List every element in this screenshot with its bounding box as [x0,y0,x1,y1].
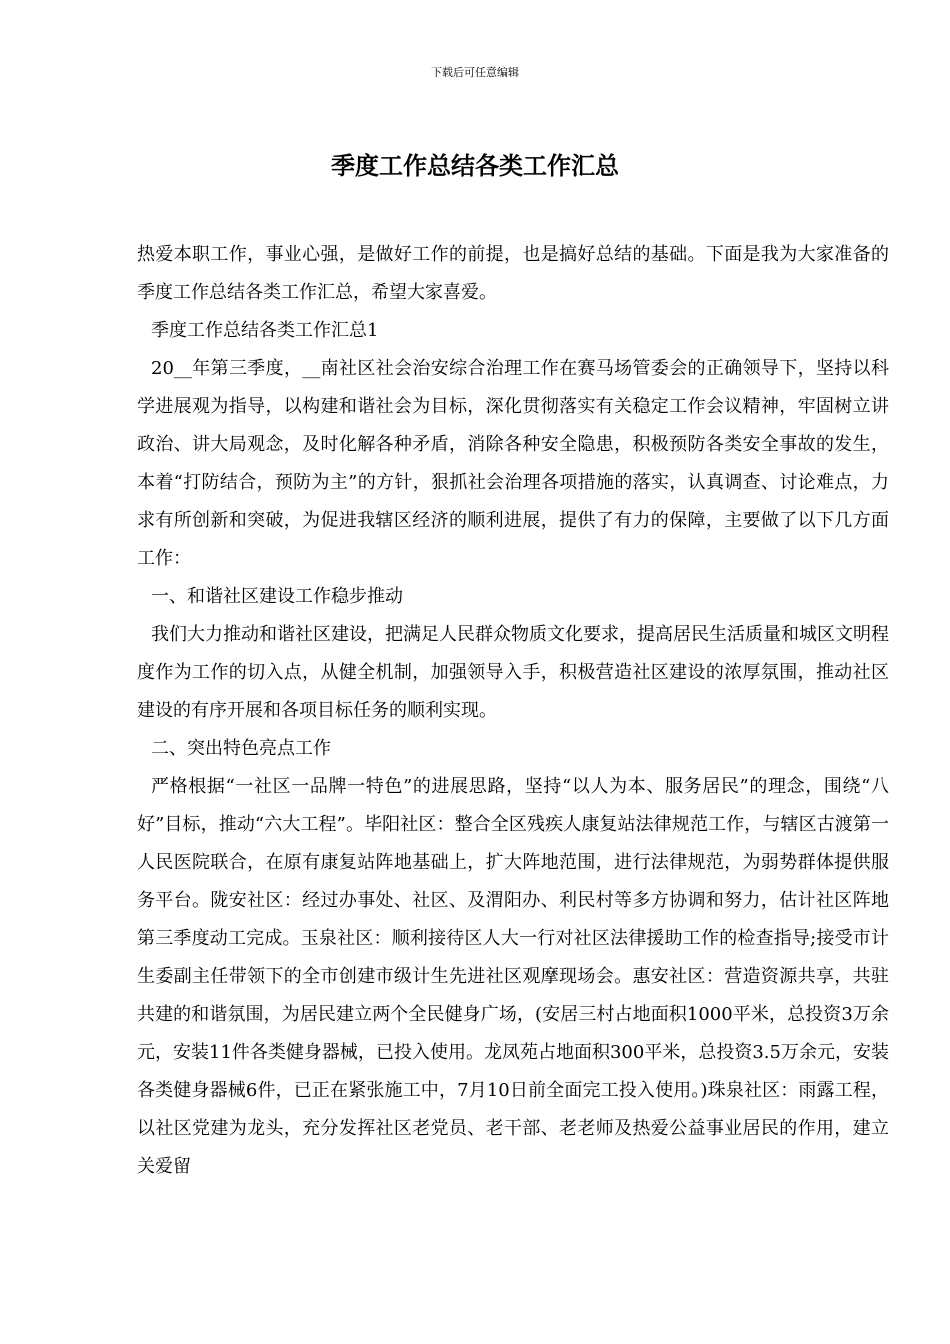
paragraph: 20__年第三季度，__南社区社会治安综合治理工作在赛马场管委会的正确领导下，坚持以科学进展观为指导，以构建和谐社会为目标，深化贯彻落实有关稳定工作会议精神，牢固树立讲政治、讲大局观念，及时化解各种矛盾，消除各种安全隐患，积极预防各类安全事故的发生，本着“打防结合，预防为主”的方针，狠抓社会治理各项措施的落实，认真调查、讨论难点，力求有所创新和突破，为促进我辖区经济的顺利进展，提供了有力的保障，主要做了以下几方面工作： [137,358,889,569]
paragraph: 我们大力推动和谐社区建设，把满足人民群众物质文化要求，提高居民生活质量和城区文明程度作为工作的切入点，从健全机制，加强领导入手，积极营造社区建设的浓厚氛围，推动社区建设的有序开展和各项目标任务的顺利实现。 [137,624,889,721]
document-body [137,236,889,1186]
section-heading: 二、突出特色亮点工作 [151,738,331,759]
paragraph: 热爱本职工作，事业心强，是做好工作的前提，也是搞好总结的基础。下面是我为大家准备的季度工作总结各类工作汇总，希望大家喜爱。 [137,244,889,303]
header-note: 下载后可任意编辑 [431,66,519,79]
paragraph: 严格根据“一社区一品牌一特色”的进展思路，坚持“以人为本、服务居民”的理念，围绕“八好”目标，推动“六大工程”。毕阳社区：整合全区残疾人康复站法律规范工作，与辖区古渡第一人民医院联合，在原有康复站阵地基础上，扩大阵地范围，进行法律规范，为弱势群体提供服务平台。陇安社区：经过办事处、社区、及渭阳办、利民村等多方协调和努力，估计社区阵地第三季度动工完成。玉泉社区：顺利接待区人大一行对社区法律援助工作的检查指导;接受市计生委副主任带领下的全市创建市级计生先进社区观摩现场会。惠安社区：营造资源共享，共驻共建的和谐氛围，为居民建立两个全民健身广场，(安居三村占地面积1000平米，总投资3万余元，安装11件各类健身器械，已投入使用。龙凤苑占地面积300平米，总投资3.5万余元，安装各类健身器械6件，已正在紧张施工中，7月10日前全面完工投入使用。)珠泉社区：雨露工程，以社区党建为龙头，充分发挥社区老党员、老干部、老老师及热爱公益事业居民的作用，建立关爱留 [137,776,889,1177]
section-heading: 一、和谐社区建设工作稳步推动 [151,586,403,607]
section-heading: 季度工作总结各类工作汇总1 [151,320,379,341]
document-title: 季度工作总结各类工作汇总 [331,152,619,180]
